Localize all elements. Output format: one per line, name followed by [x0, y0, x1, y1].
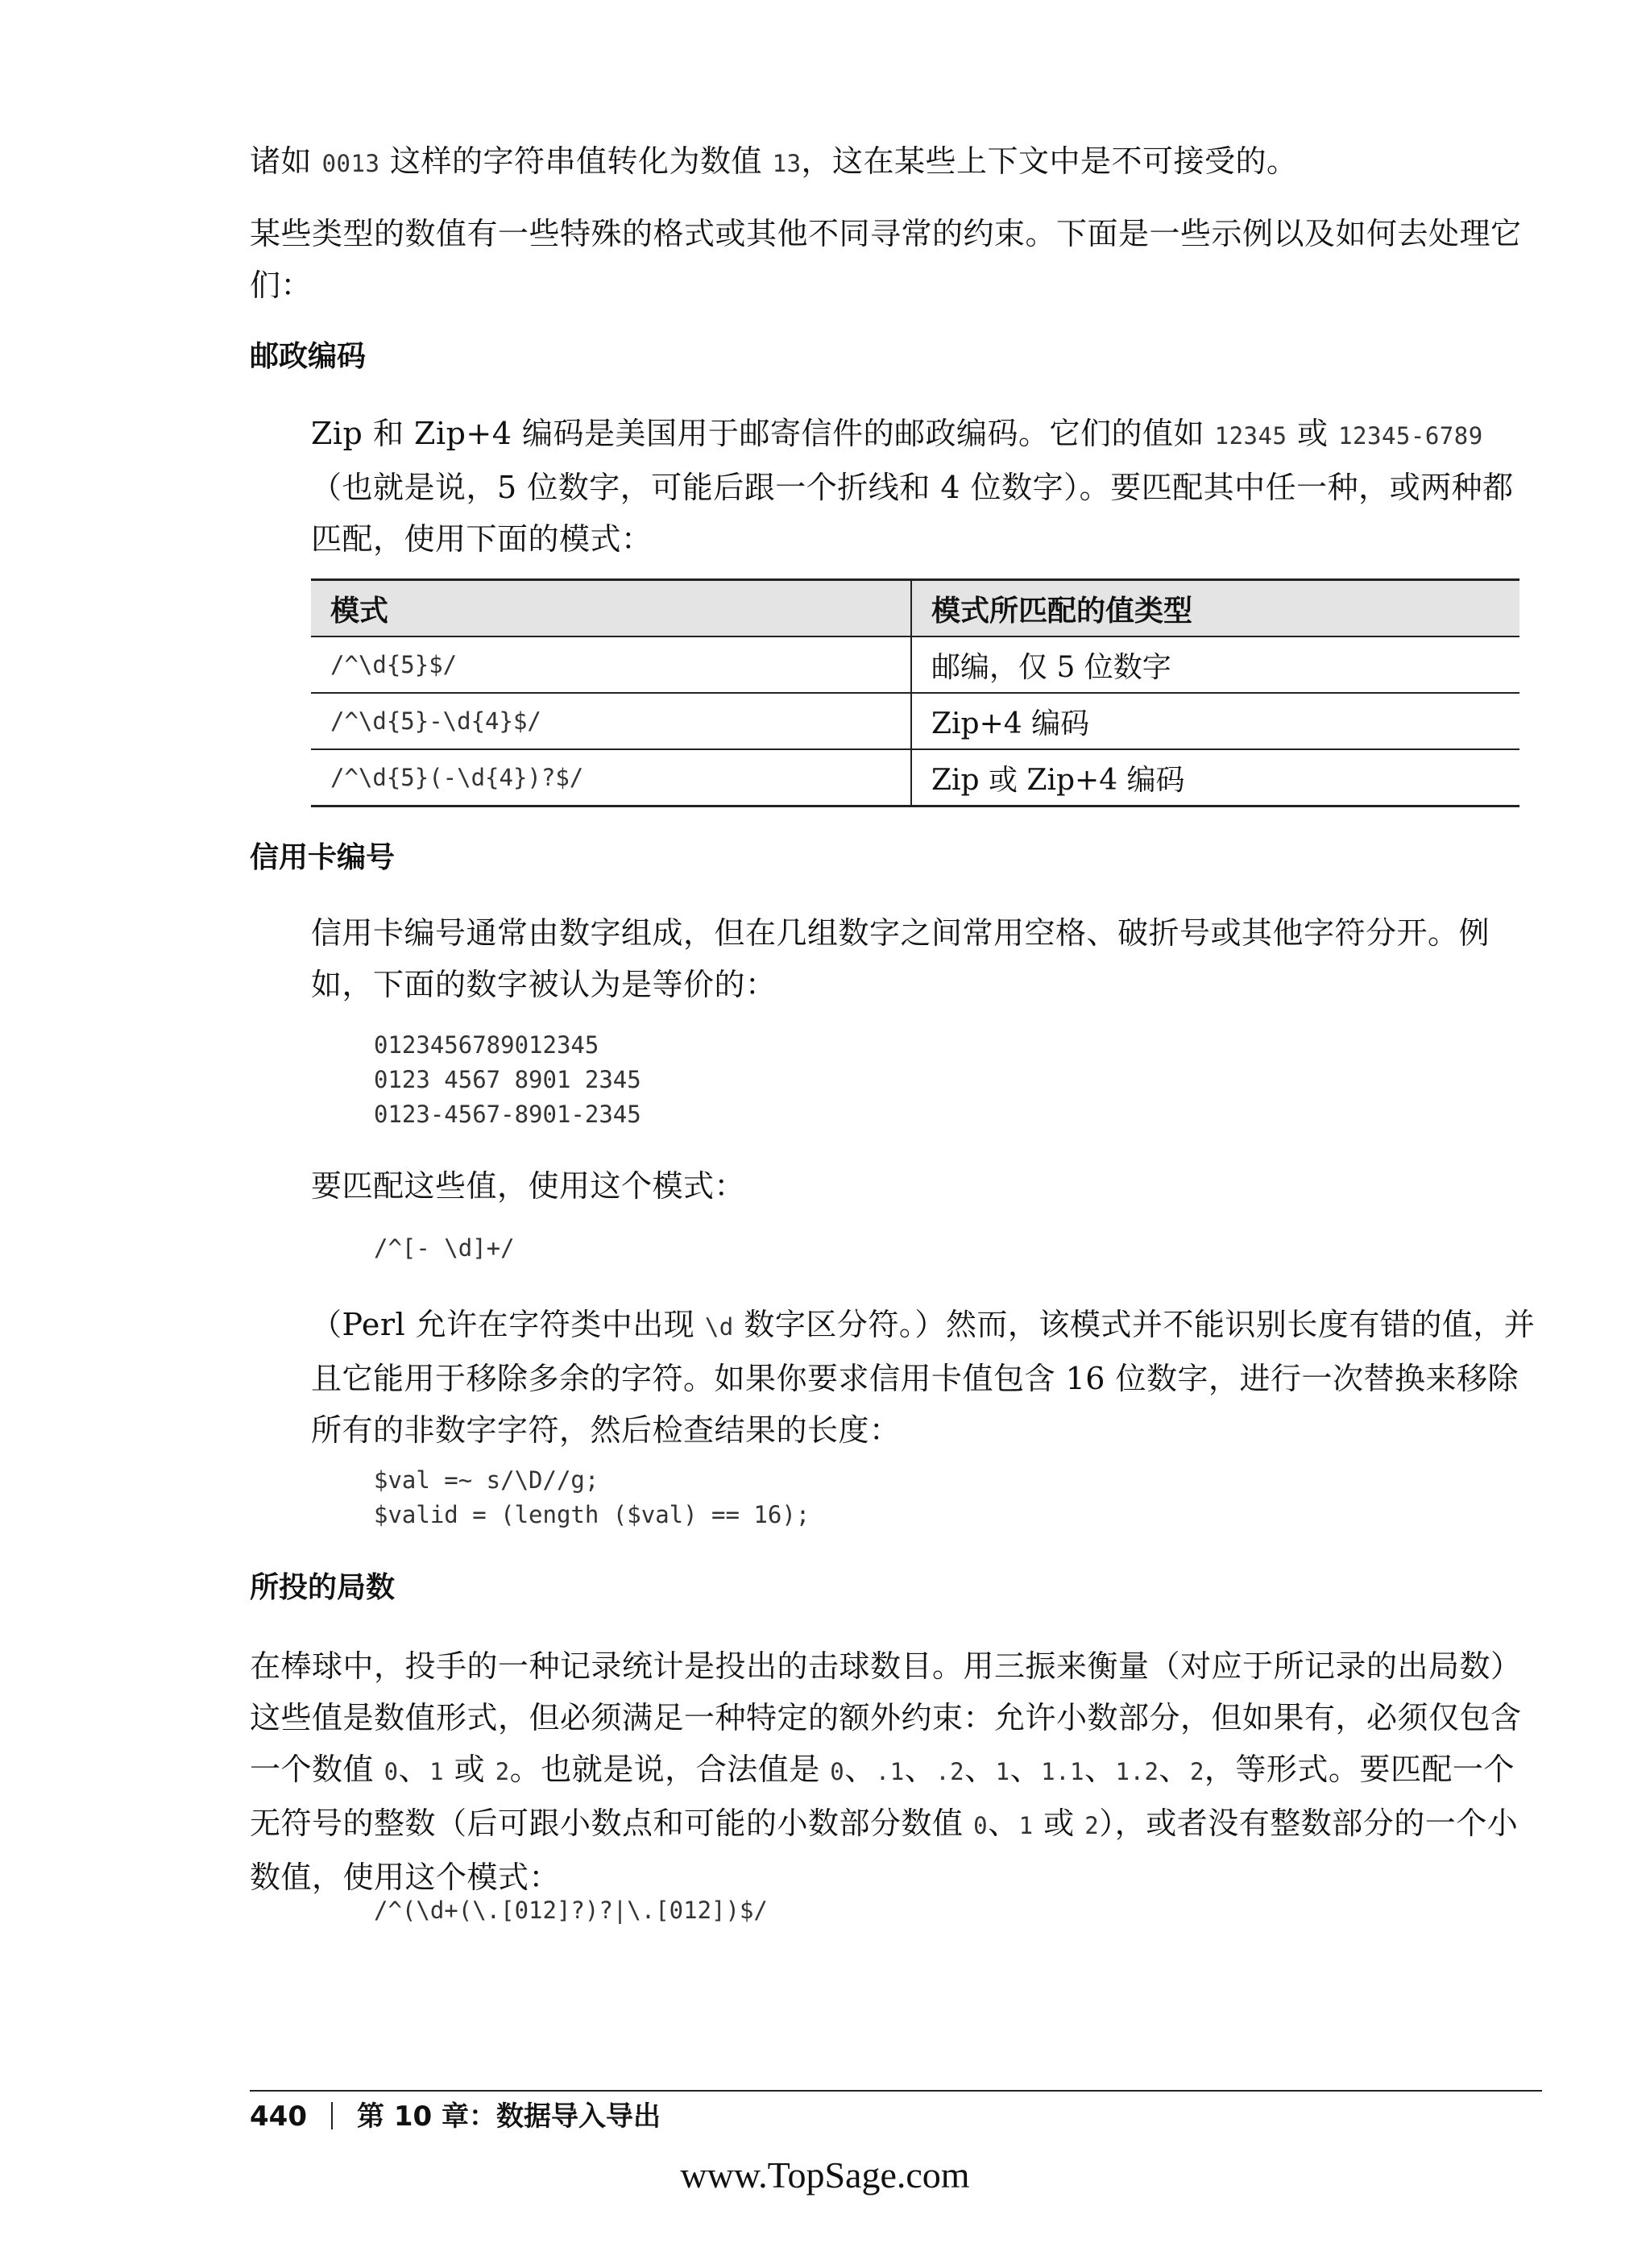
inline-code: 13: [772, 150, 802, 177]
paragraph-credit-card-3: （Perl 允许在字符类中出现 \d 数字区分符。）然而，该模式并不能识别长度有错的值，并且它能用于移除多余的字符。如果你要求信用卡值包含 16 位数字，进行一次替换来移除所有的非数字字符，然后检查结果的长度：: [311, 1307, 1536, 1448]
site-watermark: www.TopSage.com: [680, 2154, 970, 2195]
paragraph-credit-card-2: 要匹配这些值，使用这个模式：: [311, 1168, 746, 1204]
section-heading-credit-card: 信用卡编号: [250, 841, 396, 874]
table-cell-pattern: /^\d{5}(-\d{4})?$/: [311, 749, 911, 806]
inline-code: 0: [383, 1758, 399, 1785]
table-header-value-type: 模式所匹配的值类型: [911, 580, 1519, 637]
inline-code: 1: [1018, 1812, 1034, 1839]
paragraph-intro-2: 某些类型的数值有一些特殊的格式或其他不同寻常的约束。下面是一些示例以及如何去处理它们：: [250, 216, 1522, 303]
inline-code: 2: [1084, 1812, 1100, 1839]
code-block-card-pattern: /^[- \d]+/: [374, 1234, 515, 1262]
page-number: 440: [250, 2100, 307, 2133]
inline-code: 2: [1189, 1758, 1204, 1785]
table-header-pattern: 模式: [311, 580, 911, 637]
footer-separator: [331, 2102, 333, 2129]
paragraph-zip: Zip 和 Zip+4 编码是美国用于邮寄信件的邮政编码。它们的值如 12345 或 12345-6789（也就是说，5 位数字，可能后跟一个折线和 4 位数字）。要匹配其中任一种，或两种都匹配，使用下面的模式：: [311, 416, 1514, 557]
inline-code: 12345: [1214, 422, 1287, 450]
zip-pattern-table: [311, 578, 1519, 807]
table-cell-value-type: 邮编，仅 5 位数字: [911, 636, 1519, 693]
table-cell-pattern: /^\d{5}-\d{4}$/: [311, 693, 911, 749]
inline-code: 12345-6789: [1338, 422, 1483, 450]
inline-code: .1: [875, 1758, 905, 1785]
inline-code: 0013: [321, 150, 380, 177]
code-block-card-check: $val =~ s/\D//g; $valid = (length ($val) == 16);: [374, 1466, 810, 1528]
inline-code: .2: [935, 1758, 965, 1785]
page-footer: [250, 2096, 661, 2137]
code-block-card-numbers: 0123456789012345 0123 4567 8901 2345 0123-4567-8901-2345: [374, 1031, 641, 1128]
inline-code: 2: [495, 1758, 510, 1785]
inline-code: 1: [429, 1758, 445, 1785]
paragraph-innings: 在棒球中，投手的一种记录统计是投出的击球数目。用三振来衡量（对应于所记录的出局数）这些值是数值形式，但必须满足一种特定的额外约束：允许小数部分，但如果有，必须仅包含一个数值 0、1 或 2。也就是说，合法值是 0、.1、.2、1、1.1、1.2、2，等形式。要匹配一个无符号的整数（后可跟小数点和可能的小数部分数值 0、1 或 2），或者没有整数部分的一个小数值，使用这个模式：: [250, 1648, 1522, 1895]
table-row: [311, 636, 1519, 693]
inline-code: 1.1: [1041, 1758, 1085, 1785]
inline-code: 0: [830, 1758, 845, 1785]
paragraph-intro-1: 诸如 0013 这样的字符串值转化为数值 13，这在某些上下文中是不可接受的。: [250, 143, 1298, 179]
footer-rule: [250, 2090, 1542, 2092]
inline-code: 1: [995, 1758, 1010, 1785]
table-header-row: [311, 580, 1519, 637]
inline-code: 1.2: [1115, 1758, 1159, 1785]
chapter-title: 第 10 章：数据导入导出: [356, 2100, 661, 2133]
table-cell-value-type: Zip 或 Zip+4 编码: [911, 749, 1519, 806]
table-row: [311, 749, 1519, 806]
table-row: [311, 693, 1519, 749]
table-cell-pattern: /^\d{5}$/: [311, 636, 911, 693]
paragraph-credit-card-1: 信用卡编号通常由数字组成，但在几组数字之间常用空格、破折号或其他字符分开。例如，下面的数字被认为是等价的：: [311, 915, 1490, 1002]
inline-code: 0: [973, 1812, 989, 1839]
code-block-innings-pattern: /^(\d+(\.[012]?)?|\.[012])$/: [374, 1897, 768, 1924]
inline-code: \d: [704, 1313, 734, 1341]
table-cell-value-type: Zip+4 编码: [911, 693, 1519, 749]
section-heading-innings: 所投的局数: [250, 1571, 396, 1604]
section-heading-zip: 邮政编码: [250, 340, 367, 373]
